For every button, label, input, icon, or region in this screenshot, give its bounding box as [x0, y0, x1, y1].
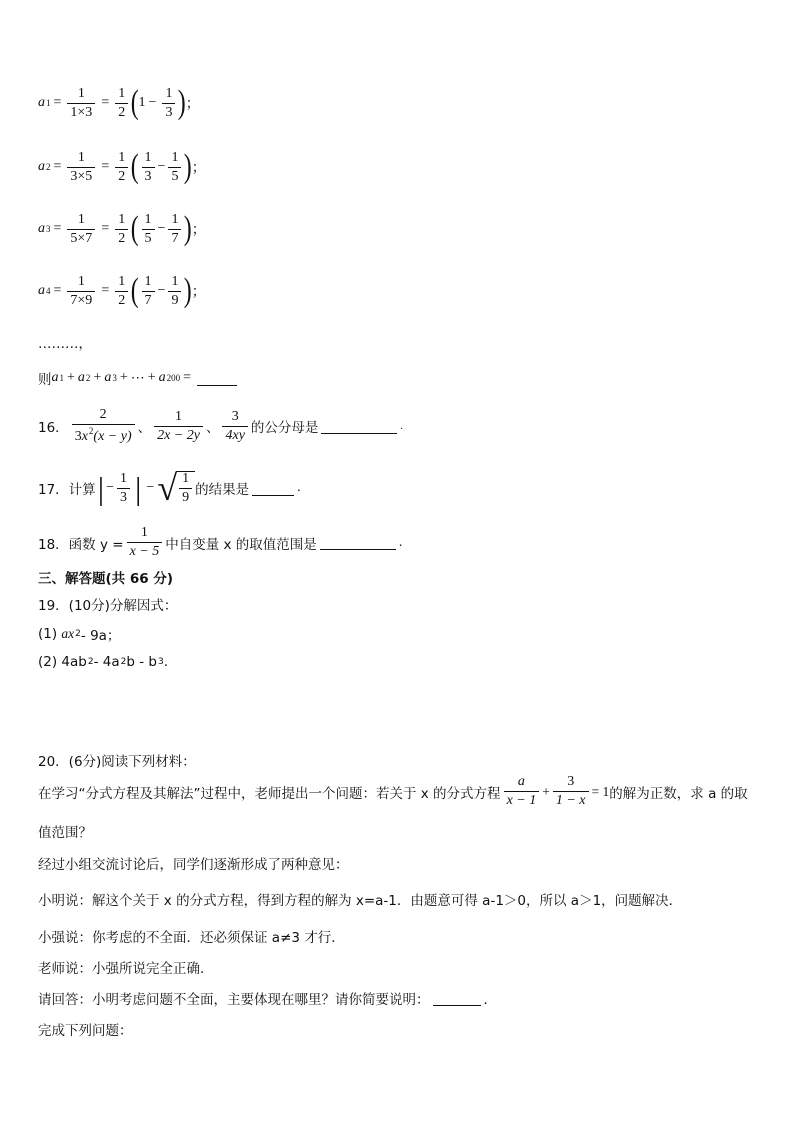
question-17: 17．计算 | − $\frac{1}{3}$ | − √ $\frac{1}{9}$ 的结果是 .	[38, 468, 301, 508]
answer-blank[interactable]	[321, 419, 397, 434]
section-title: 三、解答题(共 66 分)	[38, 571, 174, 587]
question-20-line-4: 小明说：解这个关于 x 的分式方程，得到方程的解为 x=a-1．由题意可得 a-1＞0，所以 a＞1，问题解决．	[38, 893, 683, 909]
question-20-line-1: 在学习“分式方程及其解法”过程中，老师提出一个问题：若关于 x 的分式方程 $\frac{a}{x - 1}$ + $\frac{3}{1 - x}$ = 1 的解为正数，求 a 的取	[38, 774, 748, 808]
ellipsis-line: ………，	[38, 336, 92, 352]
sqrt: √ $\frac{1}{9}$	[157, 470, 195, 506]
seq-line-4: a 4 = $\frac{1}{7\times 9}$ = $\frac{1}{2}$ ( $\frac{1}{7}$ − $\frac{1}{9}$ ) ；	[38, 272, 206, 309]
question-20-line-2: 值范围？	[38, 825, 92, 841]
question-20-title: 20．(6分)阅读下列材料：	[38, 754, 196, 770]
fraction-3: $\frac{3}{4xy}$	[222, 410, 247, 443]
fraction: $\frac{1}{7\times 9}$	[67, 275, 95, 308]
subscript: 1	[46, 98, 51, 108]
question-19-part-1: (1) ax 2 - 9a；	[38, 626, 121, 644]
seq-line-3: a 3 = $\frac{1}{5\times 7}$ = $\frac{1}{2}$ ( $\frac{1}{5}$ − $\frac{1}{7}$ ) ；	[38, 210, 206, 247]
question-20-line-6: 老师说：小强所说完全正确．	[38, 961, 214, 977]
fraction: $\frac{1}{3\times 5}$	[67, 151, 95, 184]
question-16: 16． $\frac{2}{3x^2(x - y)}$ 、 $\frac{1}{2x - 2y}$ 、 $\frac{3}{4xy}$ 的公分母是 .	[38, 407, 403, 444]
equals: =	[53, 95, 62, 110]
half-fraction: $\frac{1}{2}$	[115, 87, 128, 120]
question-20-line-3: 经过小组交流讨论后，同学们逐渐形成了两种意见：	[38, 857, 349, 873]
sum-line: 则 a 1 + a 2 + a 3 + ⋯ + a 200 =	[38, 368, 240, 388]
answer-blank[interactable]	[433, 991, 481, 1006]
question-19-title: 19．(10分)分解因式：	[38, 598, 178, 614]
answer-blank[interactable]	[197, 371, 237, 386]
fraction: $\frac{1}{5\times 7}$	[67, 213, 95, 246]
question-20-line-8: 完成下列问题：	[38, 1023, 133, 1039]
answer-blank[interactable]	[320, 535, 396, 550]
fraction: $\frac{1}{1\times 3}$	[67, 87, 95, 120]
answer-blank[interactable]	[252, 481, 294, 496]
fraction-1: $\frac{2}{3x^2(x - y)}$	[72, 408, 135, 444]
question-18: 18．函数 y = $\frac{1}{x - 5}$ 中自变量 x 的取值范围是 .	[38, 525, 403, 559]
seq-line-1: a 1 = $\frac{1}{1\times 3}$ = $\frac{1}{2}$ ( 1 − $\frac{1}{3}$ ) ；	[38, 84, 200, 121]
question-20-line-5: 小强说：你考虑的不全面．还必须保证 a≠3 才行．	[38, 930, 345, 946]
var: a	[38, 95, 45, 110]
fraction-2: $\frac{1}{2x - 2y}$	[154, 410, 203, 443]
seq-line-2: a 2 = $\frac{1}{3\times 5}$ = $\frac{1}{2}$ ( $\frac{1}{3}$ − $\frac{1}{5}$ ) ；	[38, 148, 206, 185]
question-19-part-2: (2) 4ab 2 - 4a 2 b - b 3 .	[38, 654, 168, 670]
question-20-line-7: 请回答：小明考虑问题不全面，主要体现在哪里？请你简要说明： ．	[38, 992, 497, 1008]
